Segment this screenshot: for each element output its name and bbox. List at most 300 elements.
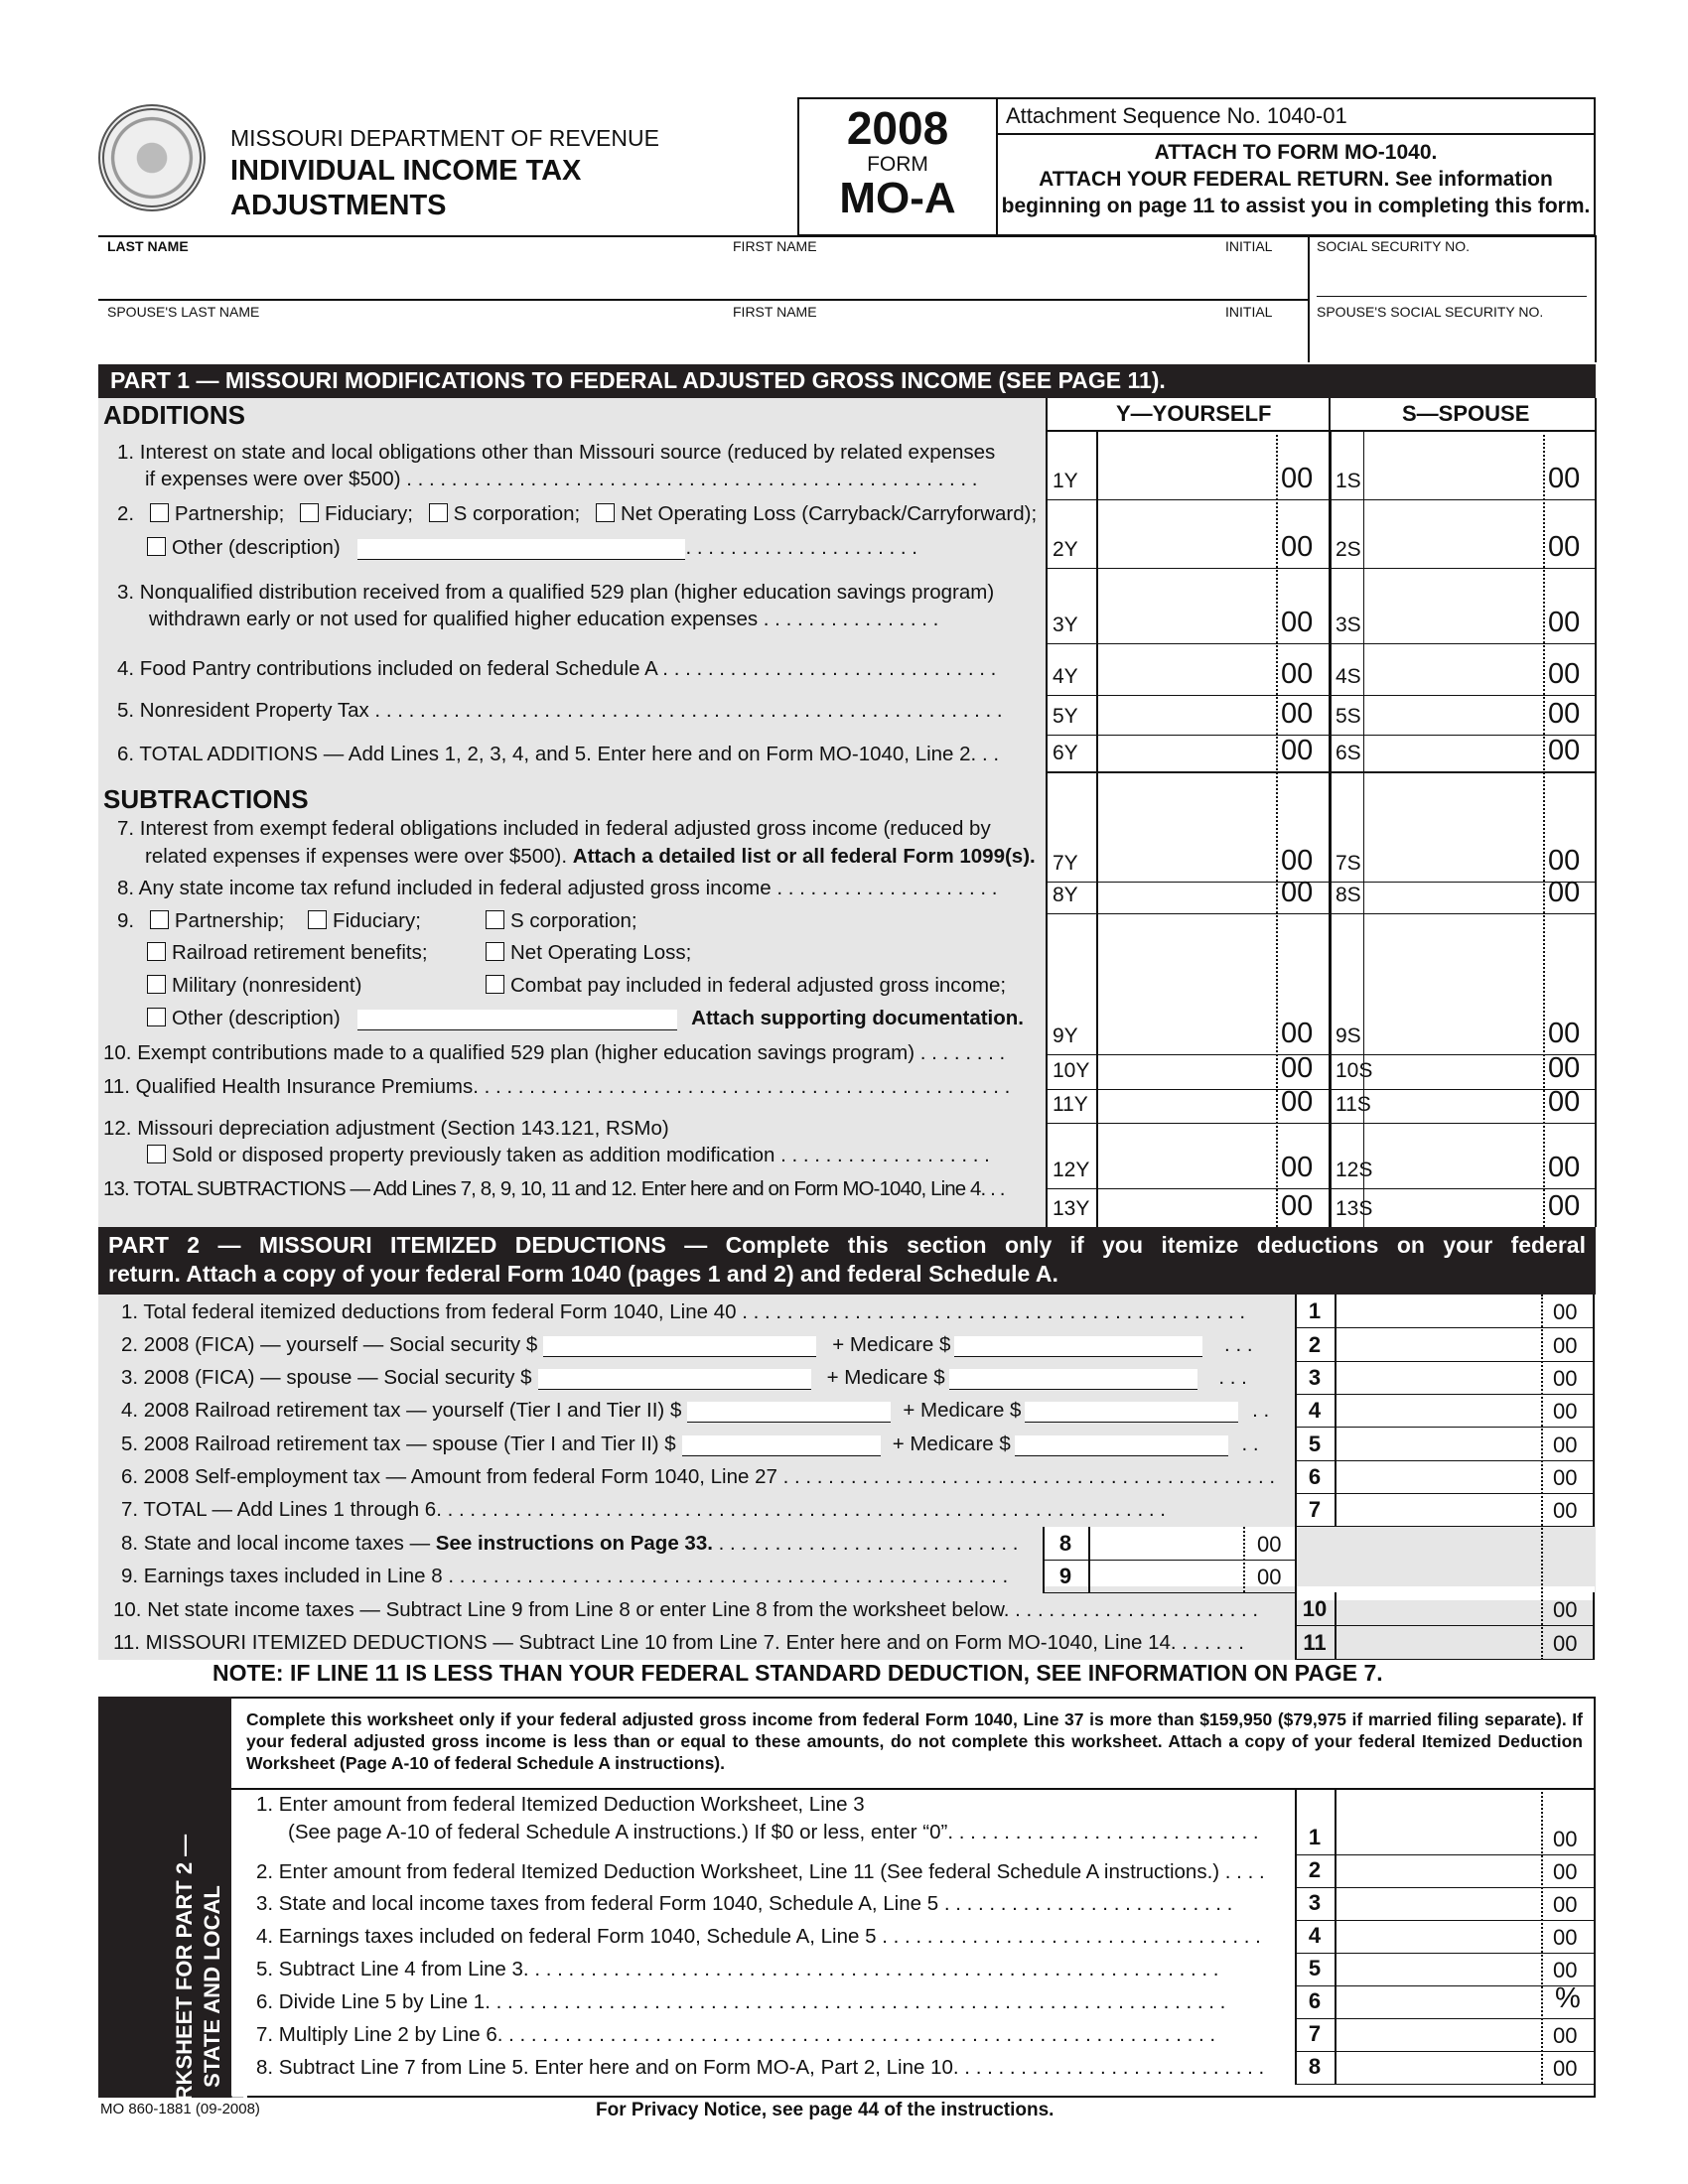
ws-amount-field[interactable]: [1338, 2053, 1539, 2082]
p2-line4-tier-label: 4. 2008 Railroad retirement tax — yourself (Tier I and Tier II) $: [121, 1399, 682, 1422]
p1-line5: 5. Nonresident Property Tax . . . . . . . . . . . . . . . . . . . . . . . . . . . . . . . . . . . . . . . . . . . . . . . . . . . . . . . .: [117, 699, 1003, 722]
p2-line-number: 6: [1308, 1464, 1322, 1489]
p1-amount-spouse-field[interactable]: [1365, 773, 1541, 880]
spouse-ssn-field[interactable]: [1317, 322, 1587, 361]
p2-line8-text: 8. State and local income taxes —: [121, 1532, 431, 1555]
p1-amount-spouse-field[interactable]: [1365, 884, 1541, 911]
p1-line9-railroad: [147, 941, 428, 965]
form-label: FORM: [867, 153, 928, 176]
p1-row-divider: [1047, 1089, 1596, 1090]
p2-amount-field[interactable]: [1338, 1297, 1539, 1325]
p1-amount-yourself-field[interactable]: [1098, 915, 1274, 1052]
p1-line11: 11. Qualified Health Insurance Premiums. . . . . . . . . . . . . . . . . . . . . . . . . . . . . . . . . . . . . . . . . . . . . . . .: [103, 1075, 1011, 1098]
p1-amount-yourself-field[interactable]: [1098, 697, 1274, 733]
p2-row-divider: [1295, 1526, 1595, 1527]
attach-documentation-note: Attach supporting documentation.: [691, 1007, 1024, 1029]
p1-amount-spouse-field[interactable]: [1365, 570, 1541, 641]
p2-cents: 00: [1553, 1631, 1578, 1656]
railroad-retirement-checkbox[interactable]: [147, 942, 166, 961]
p1-amount-spouse-field[interactable]: [1365, 915, 1541, 1052]
p2-cents: 00: [1553, 1597, 1578, 1622]
worksheet-intro: Complete this worksheet only if your federal adjusted gross income from federal Form 1040, Line 37 is more than $159,950 ($79,975 if married filing separate). If your federal adjusted gross income is less than or equal to these amounts, do not complete this worksheet. Attach a copy of your federal Itemized Deduction Worksheet (Page A-10 of federal Schedule A instructions).: [246, 1709, 1583, 1773]
p1-amount-spouse-field[interactable]: [1365, 1056, 1541, 1087]
p1-cents-s: 00: [1548, 1086, 1581, 1118]
partnership-label: Partnership;: [174, 502, 285, 525]
p2-line8: [121, 1532, 1019, 1556]
p1-line8: 8. Any state income tax refund included in federal adjusted gross income . . . . . . . . . . . . . . . . . . . .: [117, 877, 998, 899]
other-subtraction-checkbox[interactable]: [147, 1008, 166, 1026]
p1-amount-spouse-field[interactable]: [1365, 645, 1541, 693]
p1-cents-y: 00: [1281, 463, 1314, 494]
p2-cents: 00: [1553, 1465, 1578, 1490]
other-addition-label: Other (description): [172, 536, 341, 559]
s-corporation-label: S corporation;: [453, 502, 581, 525]
ws-line-number: 2: [1308, 1857, 1322, 1882]
p1-amount-yourself-field[interactable]: [1098, 884, 1274, 911]
p2-line5-tier-label: 5. 2008 Railroad retirement tax — spouse (Tier I and Tier II) $: [121, 1433, 676, 1455]
p1-amount-spouse-field[interactable]: [1365, 432, 1541, 497]
p1-cents-s: 00: [1548, 698, 1581, 730]
p2-line11: 11. MISSOURI ITEMIZED DEDUCTIONS — Subtract Line 10 from Line 7. Enter here and on Form MO-1040, Line 14. . . . . . .: [113, 1631, 1244, 1654]
p2-line-number: 8: [1058, 1531, 1072, 1556]
p2-row-divider: [1295, 1327, 1595, 1328]
ws-cents: 00: [1553, 2023, 1578, 2048]
fica-spouse-medicare-field[interactable]: [949, 1369, 1197, 1390]
p1-cents-y: 00: [1281, 698, 1314, 730]
p1-code-s: 1S: [1336, 470, 1361, 492]
worksheet-side-line3: INCOME TAXES, LINE 10: [227, 1857, 252, 2116]
ws-line5: 5. Subtract Line 4 from Line 3. . . . . . . . . . . . . . . . . . . . . . . . . . . . . . . . . . . . . . . . . . . . . . . . . . . . . . . . . . . . . .: [256, 1958, 1219, 1980]
p2-amount-field[interactable]: [1338, 1495, 1539, 1524]
sub-s-corporation-label: S corporation;: [510, 909, 637, 932]
ws-row-divider: [1295, 1985, 1595, 1986]
ws-cents-divider: [1541, 1788, 1543, 2084]
p2-line2-medicare-label: + Medicare $: [832, 1333, 951, 1356]
ws-amount-field[interactable]: [1338, 1987, 1539, 2016]
combat-pay-label: Combat pay included in federal adjusted gross income;: [510, 974, 1007, 997]
p1-line1a: 1. Interest on state and local obligations other than Missouri source (reduced by related expenses: [117, 441, 996, 464]
p1-amount-spouse-field[interactable]: [1365, 1091, 1541, 1121]
form-id-footer: MO 860-1881 (09-2008): [100, 2101, 260, 2117]
ws-cents: 00: [1553, 2056, 1578, 2081]
s-corporation-checkbox[interactable]: [429, 503, 448, 522]
fiduciary-label: Fiduciary;: [325, 502, 413, 525]
p1-cents-y: 00: [1281, 531, 1314, 563]
p1-spouse-amount-divider: [1363, 430, 1364, 1227]
p1-cents-s: 00: [1548, 658, 1581, 690]
p1-row-divider: [1047, 735, 1596, 736]
ws-amount-field[interactable]: [1338, 1889, 1539, 1918]
p2-amount-field[interactable]: [1338, 1330, 1539, 1359]
p1-amount-yourself-field[interactable]: [1098, 432, 1274, 497]
depreciation-label: Sold or disposed property previously taken as addition modification . . . . . . . . . . . . . . . . . . .: [172, 1144, 990, 1166]
p1-code-s: 13S: [1336, 1197, 1373, 1220]
attachment-box: [996, 97, 1596, 236]
railroad-retirement-label: Railroad retirement benefits;: [172, 941, 428, 964]
p2-line7: 7. TOTAL — Add Lines 1 through 6. . . . . . . . . . . . . . . . . . . . . . . . . . . . . . . . . . . . . . . . . . . . . . . . . . . . . . . . . . . . . . . . .: [121, 1498, 1166, 1521]
p2-row-divider: [1295, 1659, 1595, 1660]
ws-line-number: 5: [1308, 1956, 1322, 1980]
p1-code-y: 13Y: [1053, 1197, 1090, 1220]
p1-line6: 6. TOTAL ADDITIONS — Add Lines 1, 2, 3, 4, and 5. Enter here and on Form MO-1040, Line 2. . .: [117, 743, 1000, 765]
p1-cents-y: 00: [1281, 1086, 1314, 1118]
p1-cents-s: 00: [1548, 463, 1581, 494]
p1-row-divider: [1047, 882, 1596, 883]
worksheet-side-line1: WORKSHEET FOR PART 2 —: [172, 1834, 197, 2139]
p2-line4: 4. 2008 Railroad retirement tax — yourself (Tier I and Tier II) $ + Medicare $ . .: [121, 1399, 1270, 1422]
p1-line12b: [147, 1144, 990, 1167]
p2-cents: 00: [1553, 1433, 1578, 1457]
fica-yourself-ss-field[interactable]: [543, 1336, 816, 1357]
ws-line8: 8. Subtract Line 7 from Line 5. Enter here and on Form MO-A, Part 2, Line 10. . . . . . . . . . . . . . . . . . . . . . . . . . . .: [256, 2056, 1265, 2079]
ws-line-number: 4: [1308, 1923, 1322, 1948]
spouse-ssn-label: SPOUSE'S SOCIAL SECURITY NO.: [1317, 304, 1544, 320]
standard-deduction-note: NOTE: IF LINE 11 IS LESS THAN YOUR FEDERAL STANDARD DEDUCTION, SEE INFORMATION ON PAGE 7.: [212, 1660, 1383, 1686]
ws-line-number: 1: [1308, 1825, 1322, 1849]
p1-amount-yourself-field[interactable]: [1098, 501, 1274, 566]
other-addition-description-field[interactable]: [357, 539, 685, 560]
attach-line3: beginning on page 11 to assist you in completing this form.: [1001, 195, 1591, 217]
p1-line10: 10. Exempt contributions made to a qualified 529 plan (higher education savings program) . . . . . . . .: [103, 1041, 1006, 1064]
p1-code-y: 9Y: [1053, 1024, 1078, 1047]
p1-amount-yourself-field[interactable]: [1098, 570, 1274, 641]
ws-row-divider: [1295, 1887, 1595, 1888]
p1-code-y: 2Y: [1053, 538, 1078, 561]
ws-amount-field[interactable]: [1338, 1856, 1539, 1885]
ws-line-number: 3: [1308, 1890, 1322, 1915]
p1-code-s: 2S: [1336, 538, 1361, 561]
other-subtraction-label: Other (description): [172, 1007, 341, 1029]
ws-row-divider: [1295, 2018, 1595, 2019]
p2-amount-field[interactable]: [1338, 1363, 1539, 1392]
p2-line-number: 7: [1308, 1497, 1322, 1522]
p2-line-number: 10: [1302, 1596, 1328, 1621]
p1-row-divider: [1047, 643, 1596, 644]
p1-code-y: 6Y: [1053, 742, 1078, 764]
ws-cents: 00: [1553, 1859, 1578, 1884]
p1-code-s: 4S: [1336, 665, 1361, 688]
p1-amount-spouse-field[interactable]: [1365, 697, 1541, 733]
p1-line12a: 12. Missouri depreciation adjustment (Section 143.121, RSMo): [103, 1117, 669, 1140]
p1-code-y: 4Y: [1053, 665, 1078, 688]
fica-spouse-ss-field[interactable]: [538, 1369, 811, 1390]
p1-code-s: 9S: [1336, 1024, 1361, 1047]
p1-amount-spouse-field[interactable]: [1365, 1125, 1541, 1186]
p2-line2-ss-label: 2. 2008 (FICA) — yourself — Social security $: [121, 1333, 538, 1356]
yourself-column-header: Y—YOURSELF: [1116, 401, 1272, 426]
ws-line1a: 1. Enter amount from federal Itemized Deduction Worksheet, Line 3: [256, 1793, 865, 1816]
p1-amount-yourself-field[interactable]: [1098, 1190, 1274, 1225]
p1-row-divider: [1047, 568, 1596, 569]
p1-code-s: 12S: [1336, 1159, 1373, 1181]
p1-cents-y: 00: [1281, 1052, 1314, 1084]
ws-line7: 7. Multiply Line 2 by Line 6. . . . . . . . . . . . . . . . . . . . . . . . . . . . . . . . . . . . . . . . . . . . . . . . . . . . . . . . . . . . . . . .: [256, 2023, 1216, 2046]
ws-row-divider: [1295, 1854, 1595, 1855]
p1-line9-other: [147, 1007, 1024, 1030]
p1-cents-y: 00: [1281, 607, 1314, 638]
subtractions-heading: SUBTRACTIONS: [103, 784, 309, 814]
attach-instructions: [998, 135, 1594, 219]
p1-cents-y: 00: [1281, 1152, 1314, 1183]
part2-blank-area: [1295, 1527, 1595, 1586]
ws-num-col-right: [1335, 1788, 1336, 2084]
p2-amount-col-right: [1593, 1295, 1595, 1527]
ssn-label: SOCIAL SECURITY NO.: [1317, 238, 1471, 254]
p2-cents: 00: [1257, 1532, 1282, 1557]
military-label: Military (nonresident): [172, 974, 362, 997]
p2-amount-field[interactable]: [1338, 1628, 1539, 1657]
p1-row-divider: [1047, 1123, 1596, 1124]
p1-cents-s: 00: [1548, 1018, 1581, 1049]
sub-s-corporation-checkbox[interactable]: [486, 910, 504, 929]
ws-line-number: 7: [1308, 2021, 1322, 2046]
spouse-first-name-label: FIRST NAME: [733, 304, 817, 320]
p2-num-col-right: [1335, 1295, 1336, 1527]
p1-amount-spouse-field[interactable]: [1365, 737, 1541, 769]
other-subtraction-description-field[interactable]: [357, 1010, 677, 1030]
p1-cents-y: 00: [1281, 735, 1314, 766]
p1-line9-military: [147, 974, 361, 998]
p1-amount-yourself-field[interactable]: [1098, 773, 1274, 880]
sub-partnership-checkbox[interactable]: [150, 910, 169, 929]
p1-line3b: withdrawn early or not used for qualified higher education expenses . . . . . . . . . . . . . . . .: [149, 608, 939, 630]
p2-line10: 10. Net state income taxes — Subtract Line 9 from Line 8 or enter Line 8 from the worksheet below. . . . . . . . . . . . . . . . . . . . . . .: [113, 1598, 1259, 1621]
attach-line2: ATTACH YOUR FEDERAL RETURN. See information: [1039, 168, 1553, 191]
spouse-last-name-label: SPOUSE'S LAST NAME: [107, 304, 260, 320]
p2-cents: 00: [1553, 1498, 1578, 1523]
ws-row-divider: [1295, 2084, 1595, 2085]
p2-amount-field[interactable]: [1338, 1430, 1539, 1458]
form-title-line1: INDIVIDUAL INCOME TAX: [230, 155, 582, 187]
p1-amount-yourself-field[interactable]: [1098, 1125, 1274, 1186]
fica-yourself-medicare-field[interactable]: [954, 1336, 1202, 1357]
p1-code-s: 5S: [1336, 705, 1361, 728]
sub-nol-checkbox[interactable]: [486, 942, 504, 961]
railroad-spouse-medicare-field[interactable]: [1015, 1435, 1228, 1456]
fiduciary-checkbox[interactable]: [300, 503, 319, 522]
ssn-field[interactable]: [1317, 256, 1587, 297]
ws-row-divider: [1295, 1920, 1595, 1921]
p1-code-s: 10S: [1336, 1059, 1373, 1082]
p1-amount-yourself-field[interactable]: [1098, 1091, 1274, 1121]
ws-amount-field[interactable]: [1338, 2020, 1539, 2049]
other-addition-checkbox[interactable]: [147, 537, 166, 556]
p1-row-divider: [1047, 695, 1596, 696]
last-name-label: LAST NAME: [107, 238, 189, 254]
additions-heading: ADDITIONS: [103, 400, 245, 430]
p1-amount-spouse-field[interactable]: [1365, 501, 1541, 566]
ws-row-divider: [1295, 1953, 1595, 1954]
p1-code-y: 8Y: [1053, 884, 1078, 906]
ws-amount-field[interactable]: [1338, 1955, 1539, 1983]
p1-line2-other: [147, 536, 917, 560]
ws-amount-field[interactable]: [1338, 1790, 1539, 1852]
p1-amount-yourself-field[interactable]: [1098, 737, 1274, 769]
p1-code-s: 6S: [1336, 742, 1361, 764]
p1-line9-scorp: [486, 909, 637, 933]
ws-line-number: 6: [1308, 1988, 1322, 2013]
spouse-initial-label: INITIAL: [1225, 304, 1273, 320]
p2-amount-field[interactable]: [1092, 1562, 1241, 1590]
railroad-yourself-tier-field[interactable]: [687, 1402, 891, 1423]
part1-header: PART 1 — MISSOURI MODIFICATIONS TO FEDERAL ADJUSTED GROSS INCOME (SEE PAGE 11).: [98, 364, 1596, 398]
p2-row-divider: [1295, 1427, 1595, 1428]
ws-line3: 3. State and local income taxes from federal Form 1040, Schedule A, Line 5 . . . . . . . . . . . . . . . . . . . . . . . . . .: [256, 1892, 1233, 1915]
p1-row-divider: [1047, 1188, 1596, 1189]
ws-percent-sign: %: [1555, 1982, 1581, 2014]
p2-cents: 00: [1257, 1565, 1282, 1589]
p2-row-divider: [1295, 1493, 1595, 1494]
p2-cents: 00: [1553, 1366, 1578, 1391]
p1-amount-yourself-field[interactable]: [1098, 645, 1274, 693]
railroad-yourself-medicare-field[interactable]: [1025, 1402, 1238, 1423]
p2-line9: 9. Earnings taxes included in Line 8 . . . . . . . . . . . . . . . . . . . . . . . . . . . . . . . . . . . . . . . . . . . . . . . . . .: [121, 1565, 1009, 1587]
p2-row-divider: [1295, 1460, 1595, 1461]
p2-cents: 00: [1553, 1299, 1578, 1324]
p2-line3-medicare-label: + Medicare $: [826, 1366, 945, 1389]
initial-label: INITIAL: [1225, 238, 1273, 254]
p1-cents-y: 00: [1281, 658, 1314, 690]
p1-line3a: 3. Nonqualified distribution received from a qualified 529 plan (higher education savings program): [117, 581, 995, 604]
privacy-notice: For Privacy Notice, see page 44 of the instructions.: [596, 2100, 1055, 2120]
p1-code-s: 3S: [1336, 614, 1361, 636]
form-id-box: [797, 97, 996, 236]
p1-code-y: 7Y: [1053, 852, 1078, 875]
ws-cents: 00: [1553, 1892, 1578, 1917]
p2-num-col-right-b: [1335, 1592, 1336, 1660]
sub-partnership-label: Partnership;: [174, 909, 285, 932]
spouse-column-header: S—SPOUSE: [1402, 401, 1530, 426]
ws-cents: 00: [1553, 1827, 1578, 1851]
p1-code-y: 1Y: [1053, 470, 1078, 492]
attachment-sequence: Attachment Sequence No. 1040-01: [998, 99, 1594, 135]
p1-row-divider: [1047, 499, 1596, 500]
form-title: [230, 154, 581, 223]
p2-amount-field[interactable]: [1092, 1529, 1241, 1558]
railroad-spouse-tier-field[interactable]: [682, 1435, 881, 1456]
p2-row-divider: [1295, 1394, 1595, 1395]
p1-code-y: 5Y: [1053, 705, 1078, 728]
p1-cents-s: 00: [1548, 607, 1581, 638]
p1-line13: 13. TOTAL SUBTRACTIONS — Add Lines 7, 8, 9, 10, 11 and 12. Enter here and on Form MO-1040, Line 4. . .: [103, 1177, 1005, 1200]
p2-line6: 6. 2008 Self-employment tax — Amount from federal Form 1040, Line 27 . . . . . . . . . . . . . . . . . . . . . . . . . . . . . . . . . . . . . . . . . . . .: [121, 1465, 1276, 1488]
spouse-name-field[interactable]: [107, 322, 1299, 361]
form-title-line2: ADJUSTMENTS: [230, 190, 447, 221]
p1-cents-s: 00: [1548, 531, 1581, 563]
p1-amount-spouse-field[interactable]: [1365, 1190, 1541, 1225]
p1-row-divider: [1047, 913, 1596, 914]
p1-code-s: 7S: [1336, 852, 1361, 875]
nol-carryback-checkbox[interactable]: [596, 503, 615, 522]
sub-fiduciary-checkbox[interactable]: [308, 910, 327, 929]
first-name-label: FIRST NAME: [733, 238, 817, 254]
ws-cents: 00: [1553, 1925, 1578, 1950]
p2-line-number: 9: [1058, 1564, 1072, 1588]
p1-cents-y: 00: [1281, 1190, 1314, 1222]
p1-code-y: 12Y: [1053, 1159, 1090, 1181]
p1-cents-s: 00: [1548, 1052, 1581, 1084]
worksheet-side-line2: STATE AND LOCAL: [200, 1885, 224, 2088]
p1-spouse-code-divider: [1331, 430, 1332, 1227]
depreciation-checkbox[interactable]: [147, 1145, 166, 1163]
p2-line8-bold: See instructions on Page 33.: [435, 1532, 713, 1555]
p1-line9-combat: [486, 974, 1006, 998]
partnership-checkbox[interactable]: [150, 503, 169, 522]
p2-cents: 00: [1553, 1333, 1578, 1358]
p2-row-divider: [1043, 1592, 1297, 1593]
p2-line1: 1. Total federal itemized deductions from federal Form 1040, Line 40 . . . . . . . . . . . . . . . . . . . . . . . . . . . . . . . . . . . . . . . . . . . . .: [121, 1300, 1246, 1323]
part2-header-line2: return. Attach a copy of your federal Form 1040 (pages 1 and 2) and federal Schedule A.: [108, 1261, 1058, 1287]
p1-line1b: if expenses were over $500) . . . . . . . . . . . . . . . . . . . . . . . . . . . . . . . . . . . . . . . . . . . . . . . . . . .: [145, 468, 978, 490]
p1-amount-yourself-field[interactable]: [1098, 1056, 1274, 1087]
p2-row-divider: [1043, 1560, 1297, 1561]
p1-line4: 4. Food Pantry contributions included on federal Schedule A . . . . . . . . . . . . . . . . . . . . . . . . . . . . . .: [117, 657, 997, 680]
p1-line9-number: 9.: [117, 909, 135, 932]
p2-line-number: 11: [1303, 1630, 1327, 1655]
ws-line6: 6. Divide Line 5 by Line 1. . . . . . . . . . . . . . . . . . . . . . . . . . . . . . . . . . . . . . . . . . . . . . . . . . . . . . . . . . . . . . . . . .: [256, 1990, 1226, 2013]
p1-cents-y: 00: [1281, 845, 1314, 877]
ws-row-divider: [1295, 2051, 1595, 2052]
p1-line7a: 7. Interest from exempt federal obligations included in federal adjusted gross income (reduced by: [117, 817, 991, 840]
tax-year: 2008: [846, 102, 949, 154]
p1-code-s: 11S: [1336, 1093, 1371, 1116]
p2-cents-divider: [1541, 1295, 1543, 1660]
p1-cents-s: 00: [1548, 845, 1581, 877]
ws-amount-field[interactable]: [1338, 1922, 1539, 1951]
p2-amount-field[interactable]: [1338, 1594, 1539, 1623]
p1-line2-options: [117, 502, 1037, 526]
p1-code-y: 10Y: [1053, 1059, 1090, 1082]
p2-line8-dots: . . . . . . . . . . . . . . . . . . . . . . . . . . .: [718, 1532, 1019, 1555]
department-name: MISSOURI DEPARTMENT OF REVENUE: [230, 125, 659, 151]
nol-carryback-label: Net Operating Loss (Carryback/Carryforward);: [620, 502, 1038, 525]
p2-line-number: 5: [1308, 1432, 1322, 1456]
p2-amount-field[interactable]: [1338, 1396, 1539, 1425]
ws-line4: 4. Earnings taxes included on federal Form 1040, Schedule A, Line 5 . . . . . . . . . . . . . . . . . . . . . . . . . . . . . . . . . .: [256, 1925, 1261, 1948]
combat-pay-checkbox[interactable]: [486, 975, 504, 994]
part2-header-line1: PART 2 — MISSOURI ITEMIZED DEDUCTIONS — Complete this section only if you itemize deductions on your federal: [108, 1232, 1586, 1258]
attach-line1: ATTACH TO FORM MO-1040.: [1154, 141, 1438, 164]
p1-code-y: 11Y: [1053, 1093, 1088, 1116]
p1-line9-row1: [117, 909, 421, 933]
p1-cents-s: 00: [1548, 877, 1581, 908]
p2-line3: 3. 2008 (FICA) — spouse — Social security $ + Medicare $ . . .: [121, 1366, 1247, 1389]
p1-line7b: [145, 845, 1036, 869]
last-name-field[interactable]: [107, 256, 1299, 296]
p1-cents-y: 00: [1281, 1018, 1314, 1049]
form-number: MO-A: [839, 174, 956, 222]
p2-line2: 2. 2008 (FICA) — yourself — Social security $ + Medicare $ . . .: [121, 1333, 1253, 1356]
military-checkbox[interactable]: [147, 975, 166, 994]
p2-line-number: 4: [1308, 1398, 1322, 1423]
p1-cents-s: 00: [1548, 735, 1581, 766]
missouri-state-seal: [98, 104, 206, 211]
p2-line4-medicare-label: + Medicare $: [903, 1399, 1022, 1422]
p2-amount-col-right-b: [1593, 1592, 1595, 1660]
p2-line-number: 2: [1308, 1332, 1322, 1357]
sub-nol-label: Net Operating Loss;: [510, 941, 692, 964]
p2-amount-field[interactable]: [1338, 1462, 1539, 1491]
p1-line7b-bold: Attach a detailed list or all federal Form 1099(s).: [572, 845, 1036, 868]
p1-cents-y: 00: [1281, 877, 1314, 908]
p1-line2-dots: . . . . . . . . . . . . . . . . . . . . .: [685, 536, 917, 559]
p1-line2-number: 2.: [117, 502, 135, 525]
p1-row-divider: [1047, 1054, 1596, 1055]
worksheet-side-text: [171, 1798, 254, 2175]
part2-header: [98, 1227, 1596, 1295]
ws-line2: 2. Enter amount from federal Itemized Deduction Worksheet, Line 11 (See federal Schedule A instructions.) . . . .: [256, 1860, 1265, 1883]
ws-cents: 00: [1553, 1958, 1578, 1982]
